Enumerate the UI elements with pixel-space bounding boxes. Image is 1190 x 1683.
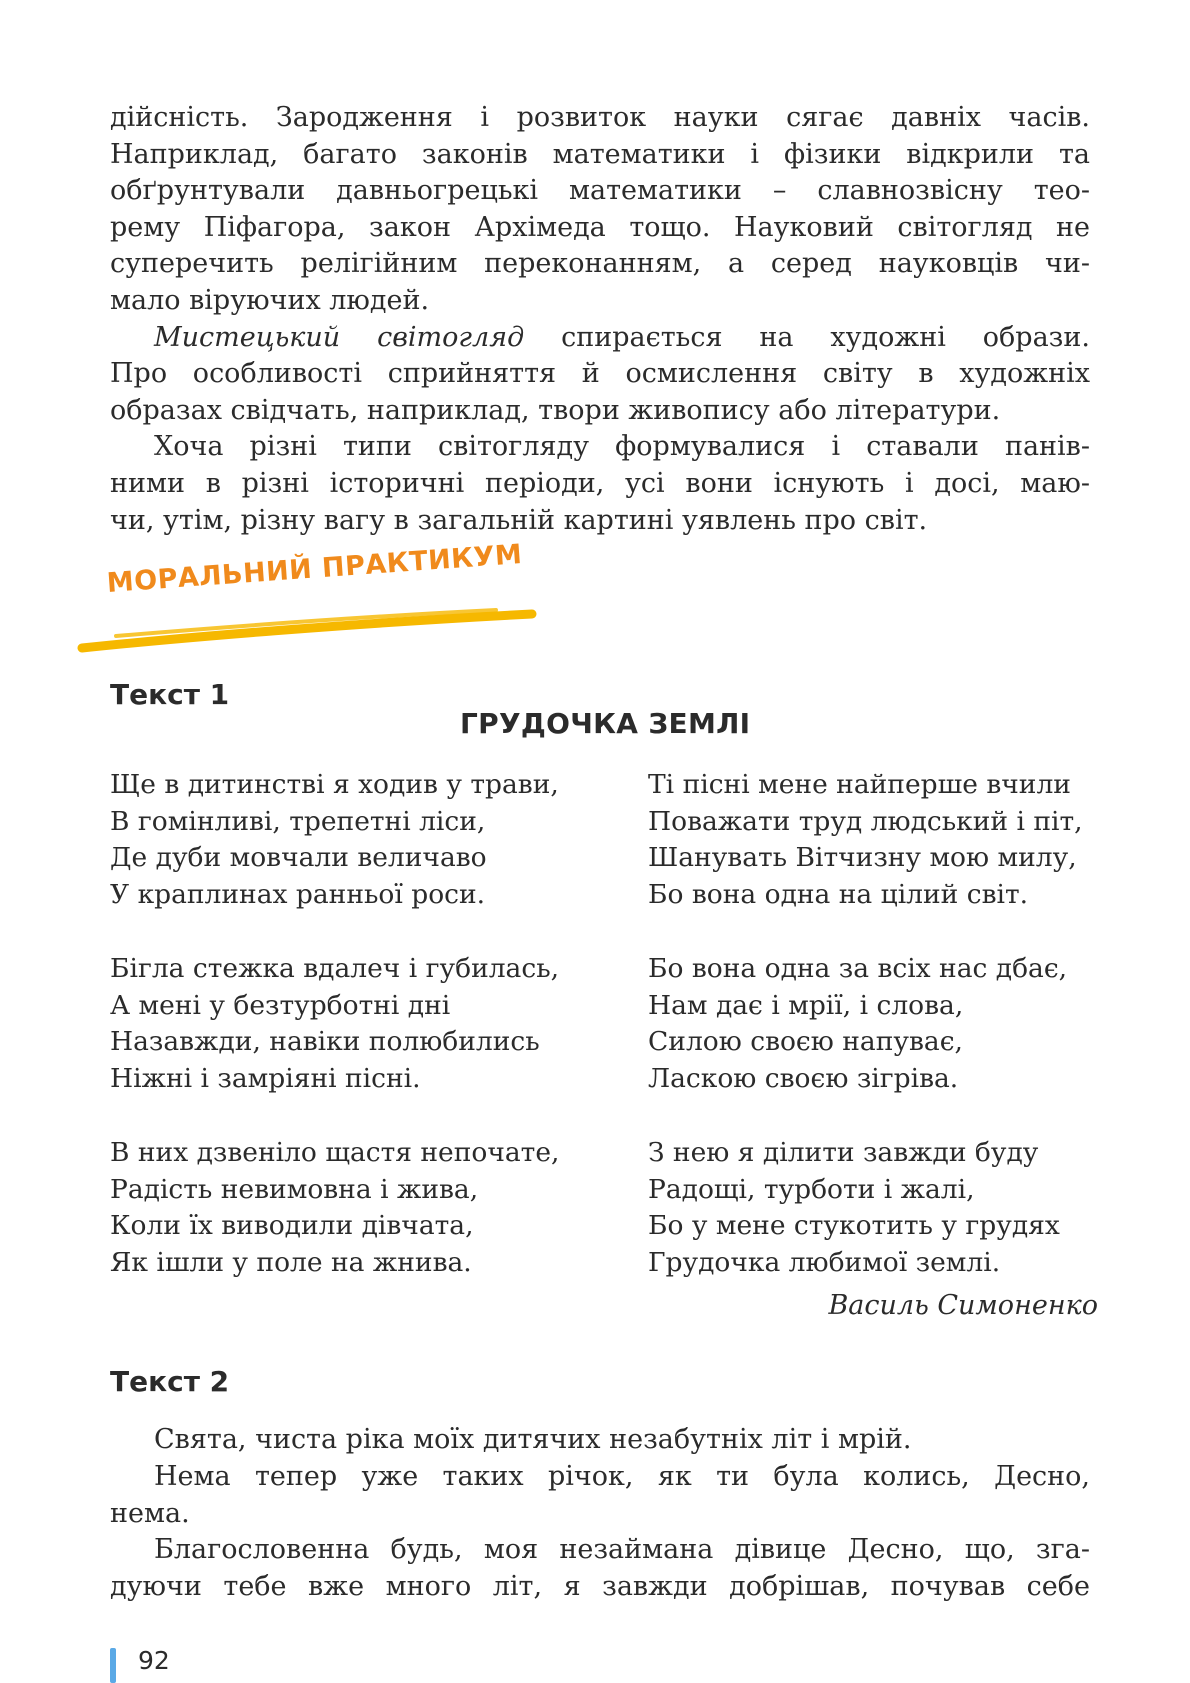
poem-author: Василь Симоненко xyxy=(828,1290,1098,1321)
term-italic: Мистецький світогляд xyxy=(154,321,525,353)
intro-text xyxy=(110,100,1090,539)
text-line: Хоча різні типи світогляду формувалися і ставали панів- xyxy=(154,431,1090,463)
page-number: 92 xyxy=(138,1646,170,1675)
poem-line: Коли їх виводили дівчата, xyxy=(110,1210,474,1241)
poem-line: Назавжди, навіки полюбились xyxy=(110,1026,540,1057)
stanza xyxy=(648,951,1067,1097)
text-line: рему Піфагора, закон Архімеда тощо. Науковий світогляд не xyxy=(110,211,1090,243)
poem-line: Ніжні і замріяні пісні. xyxy=(110,1062,421,1094)
poem-line: Поважати труд людський і піт, xyxy=(648,805,1083,837)
text-line: ними в різні історичні періоди, усі вони існують і досі, маю- xyxy=(110,467,1090,499)
stanza xyxy=(648,1135,1060,1281)
text-line: дуючи тебе вже много літ, я завжди добрішав, почував себе xyxy=(110,1571,1090,1603)
section-banner xyxy=(76,539,546,656)
text-1-label: Текст 1 xyxy=(110,678,230,711)
stanza xyxy=(110,951,559,1097)
poem-line: Шанувать Вітчизну мою милу, xyxy=(648,842,1077,873)
text-line: дійсність. Зародження і розвиток науки сягає давніх часів. xyxy=(110,102,1090,133)
text-line: суперечить релігійним переконанням, а серед науковців чи- xyxy=(110,248,1090,280)
poem-line: Ласкою своєю зігріва. xyxy=(648,1062,959,1094)
poem-line: Бо вона одна за всіх нас дбає, xyxy=(648,953,1068,984)
text-line xyxy=(110,320,1090,357)
page-marker-bar xyxy=(110,1648,116,1683)
poem-line: Ті пісні мене найперше вчили xyxy=(648,769,1071,800)
text-line: Наприклад, багато законів математики і фізики відкрили та xyxy=(110,138,1090,170)
poem-line: Як ішли у поле на жнива. xyxy=(110,1246,472,1278)
text-line: Свята, чиста ріка моїх дитячих незабутніх літ і мрій. xyxy=(154,1424,912,1455)
text-line: Про особливості сприйняття й осмислення світу в художніх xyxy=(110,358,1090,390)
poem-line: З нею я ділити завжди буду xyxy=(648,1137,1039,1168)
text-line: Благословенна будь, моя незаймана дівице Десно, що, зга- xyxy=(154,1534,1090,1566)
poem-line: Радість невимовна і жива, xyxy=(110,1173,479,1205)
text-line: Нема тепер уже таких річок, як ти була колись, Десно, xyxy=(154,1460,1090,1492)
text-line: образах свідчать, наприклад, твори живопису або літератури. xyxy=(110,394,1001,426)
poem-line: В них дзвеніло щастя непочате, xyxy=(110,1137,560,1168)
text-fragment: спирається на художні образи. xyxy=(524,321,1090,353)
poem-line: Бо у мене стукотить у грудях xyxy=(648,1210,1060,1241)
poem-line: Радощі, турботи і жалі, xyxy=(648,1173,975,1205)
poem-line: Де дуби мовчали величаво xyxy=(110,842,487,873)
stanza xyxy=(648,767,1083,913)
poem-line: Ще в дитинстві я ходив у трави, xyxy=(110,769,559,800)
poem-line: Бігла стежка вдалеч і губилась, xyxy=(110,953,560,984)
stanza xyxy=(110,1135,559,1281)
poem-line: В гомінливі, трепетні ліси, xyxy=(110,805,486,837)
poem-line: У краплинах ранньої роси. xyxy=(110,878,486,910)
text-2-label: Текст 2 xyxy=(110,1365,230,1398)
text-line: мало віруючих людей. xyxy=(110,284,430,316)
poem-title: ГРУДОЧКА ЗЕМЛІ xyxy=(460,707,751,740)
poem-line: Силою своєю напуває, xyxy=(648,1026,963,1057)
text-line: нема. xyxy=(110,1497,190,1529)
section-title: МОРАЛЬНИЙ ПРАКТИКУМ xyxy=(105,539,524,599)
text-line: чи, утім, різну вагу в загальній картині уявлень про світ. xyxy=(110,504,928,536)
text-2-body xyxy=(110,1422,1090,1606)
poem-line: Нам дає і мрії, і слова, xyxy=(648,989,964,1021)
stanza xyxy=(110,767,559,913)
poem-line: А мені у безтурботні дні xyxy=(110,989,451,1021)
poem-line: Бо вона одна на цілий світ. xyxy=(648,878,1029,910)
poem-line: Грудочка любимої землі. xyxy=(648,1246,1001,1278)
text-line: обґрунтували давньогрецькі математики – славнозвісну тео- xyxy=(110,175,1090,207)
